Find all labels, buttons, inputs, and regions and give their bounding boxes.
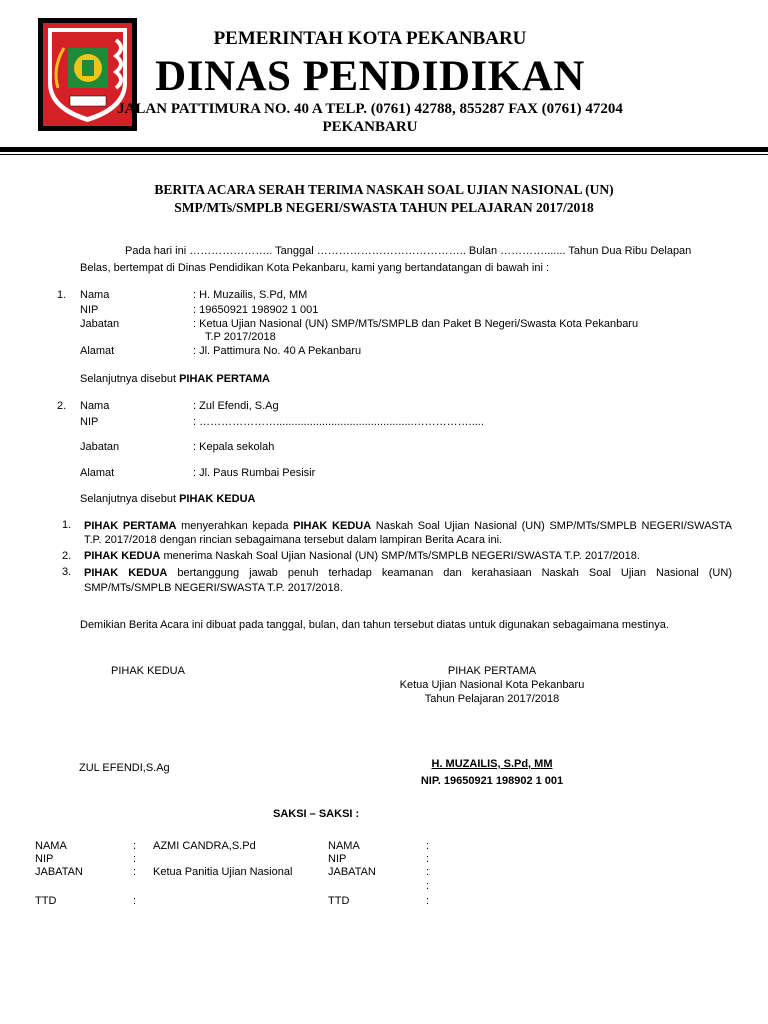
government-name: PEMERINTAH KOTA PEKANBARU xyxy=(213,28,527,49)
point-1-text-b: Naskah Soal Ujian Nasional (UN) SMP/MTs/SMPLB NEGERI/SWASTA T.P. 2017/2018 dengan rincian sebagaimana tersebut dalam lampiran Berita Acara ini. xyxy=(84,520,732,546)
party2-nama-label: Nama xyxy=(80,400,110,412)
party2-designation-prefix: Selanjutnya disebut xyxy=(80,493,180,505)
point-1-bold-party: PIHAK PERTAMA xyxy=(84,520,177,532)
signature-right-name: H. MUZAILIS, S.Pd, MM xyxy=(431,758,553,770)
closing-statement: Demikian Berita Acara ini dibuat pada tanggal, bulan, dan tahun tersebut diatas untuk digunakan sebagaimana mestinya. xyxy=(80,619,669,631)
party2-jabatan-label: Jabatan xyxy=(80,441,120,453)
point-1-text-a: menyerahkan kepada xyxy=(176,520,294,532)
witness1-colon: : xyxy=(133,895,137,907)
party2-nip-value: : ………………….............................................……………..... xyxy=(193,416,484,428)
party2-designation-name: PIHAK KEDUA xyxy=(179,493,256,505)
point-3-number: 3. xyxy=(62,566,72,578)
party1-designation-name: PIHAK PERTAMA xyxy=(179,373,270,385)
party1-nip-value: : 19650921 198902 1 001 xyxy=(193,304,319,316)
point-3-text xyxy=(84,566,732,596)
agency-name: DINAS PENDIDIKAN xyxy=(155,53,585,100)
point-2-number: 2. xyxy=(62,550,72,562)
party2-alamat-value: : Jl. Paus Rumbai Pesisir xyxy=(193,467,316,479)
witness1-ttd-label: TTD xyxy=(35,895,57,907)
point-3-text-a: bertanggung jawab penuh terhadap keamanan dan kerahasiaan Naskah Soal Ujian Nasional (UN) SMP/MTs/SMPLB NEGERI/SWASTA T.P. 2017/2018. xyxy=(84,567,732,594)
point-3-bold-party: PIHAK KEDUA xyxy=(84,567,168,579)
witness1-colon: : xyxy=(133,866,137,878)
point-1-number: 1. xyxy=(62,519,72,531)
party2-alamat-label: Alamat xyxy=(80,467,115,479)
signature-left-title: PIHAK KEDUA xyxy=(111,665,185,677)
party1-nama-value: : H. Muzailis, S.Pd, MM xyxy=(193,289,308,301)
document-title-line1: BERITA ACARA SERAH TERIMA NASKAH SOAL UJIAN NASIONAL (UN) xyxy=(154,182,614,197)
witness1-jabatan-value: Ketua Panitia Ujian Nasional xyxy=(153,866,293,878)
party1-jabatan-label: Jabatan xyxy=(80,318,120,330)
party2-jabatan-value: : Kepala sekolah xyxy=(193,441,275,453)
witness2-colon: : xyxy=(426,880,430,892)
party1-designation xyxy=(80,373,270,385)
witness2-colon: : xyxy=(426,853,430,865)
witness2-nip-label: NIP xyxy=(328,853,347,865)
point-2-text-a: menerima Naskah Soal Ujian Nasional (UN) SMP/MTs/SMPLB NEGERI/SWASTA T.P. 2017/2018. xyxy=(160,550,640,562)
intro-line-2: Belas, bertempat di Dinas Pendidikan Kota Pekanbaru, kami yang bertandatangan di bawah ini : xyxy=(80,262,550,274)
party1-designation-prefix: Selanjutnya disebut xyxy=(80,373,180,385)
agency-address: JALAN PATTIMURA NO. 40 A TELP. (0761) 42788, 855287 FAX (0761) 47204 xyxy=(117,101,623,117)
letterhead-divider-thin xyxy=(0,154,768,155)
agency-city: PEKANBARU xyxy=(322,119,418,135)
point-1-bold-party2: PIHAK KEDUA xyxy=(293,520,372,532)
signature-right-period: Tahun Pelajaran 2017/2018 xyxy=(424,693,560,705)
witness1-colon: : xyxy=(133,840,137,852)
witness1-jabatan-label: JABATAN xyxy=(35,866,83,878)
signature-right-nip: NIP. 19650921 198902 1 001 xyxy=(420,775,564,787)
intro-line-1: Pada hari ini ………………….. Tanggal ………………………………….. Bulan …………....... Tahun Dua Ribu Delapan xyxy=(125,245,692,257)
signature-right-role: Ketua Ujian Nasional Kota Pekanbaru xyxy=(399,679,585,691)
party1-alamat-label: Alamat xyxy=(80,345,115,357)
letterhead-divider-thick xyxy=(0,147,768,152)
signature-left-name: ZUL EFENDI,S.Ag xyxy=(79,762,170,774)
witness2-jabatan-label: JABATAN xyxy=(328,866,376,878)
party2-nip-label: NIP xyxy=(80,416,99,428)
party1-alamat-value: : Jl. Pattimura No. 40 A Pekanbaru xyxy=(193,345,362,357)
party1-nama-label: Nama xyxy=(80,289,110,301)
party1-number: 1. xyxy=(57,289,67,301)
party2-number: 2. xyxy=(57,400,67,412)
party2-designation xyxy=(80,493,255,505)
witness2-colon: : xyxy=(426,840,430,852)
witness1-nama-label: NAMA xyxy=(35,840,67,852)
witness1-nama-value: AZMI CANDRA,S.Pd xyxy=(153,840,256,852)
point-2-bold-party: PIHAK KEDUA xyxy=(84,550,161,562)
witness1-colon: : xyxy=(133,853,137,865)
party1-jabatan-value-line2: T.P 2017/2018 xyxy=(205,331,276,343)
witness2-nama-label: NAMA xyxy=(328,840,360,852)
party2-nama-value: : Zul Efendi, S.Ag xyxy=(193,400,279,412)
signature-right-title: PIHAK PERTAMA xyxy=(447,665,537,677)
point-2-text xyxy=(84,550,640,562)
witness1-nip-label: NIP xyxy=(35,853,54,865)
witness2-colon: : xyxy=(426,866,430,878)
point-1-text xyxy=(84,519,732,547)
witnesses-heading: SAKSI – SAKSI : xyxy=(273,808,360,820)
document-title-line2: SMP/MTs/SMPLB NEGERI/SWASTA TAHUN PELAJARAN 2017/2018 xyxy=(174,200,594,215)
party1-nip-label: NIP xyxy=(80,304,99,316)
witness2-colon: : xyxy=(426,895,430,907)
witness2-ttd-label: TTD xyxy=(328,895,350,907)
party1-jabatan-value: : Ketua Ujian Nasional (UN) SMP/MTs/SMPLB dan Paket B Negeri/Swasta Kota Pekanbaru xyxy=(193,318,639,330)
